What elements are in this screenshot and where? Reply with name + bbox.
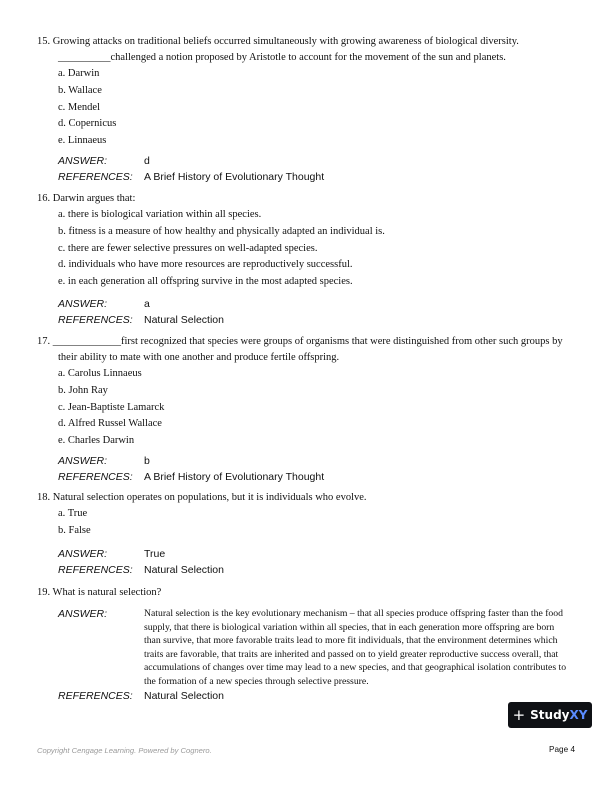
- plus-icon: +: [512, 705, 526, 724]
- question-stem: 19. What is natural selection?: [37, 587, 162, 598]
- option: b. False: [58, 524, 91, 536]
- references-label: REFERENCES:: [58, 563, 133, 576]
- option: d. Copernicus: [58, 118, 117, 130]
- option: c. Jean-Baptiste Lamarck: [58, 401, 165, 413]
- answer-value: Natural selection is the key evolutionary mechanism – that all species produce offspring faster than the food supply, that there is biological variation within all species, that in each generation more offspring are born than survive, that more favorable traits lead to more fit individuals, that the environment determines which traits are favorable, that traits are inherited and passed on to yield greater reproductive success overall, that accumulations of changes over time may lead to a new species, and that geographical isolation contributes to the formation of a new species through selective pressure.: [144, 608, 567, 687]
- option-list: [58, 366, 577, 450]
- option: a. True: [58, 508, 88, 519]
- answer-label: ANSWER:: [58, 608, 108, 620]
- references-value: A Brief History of Evolutionary Thought: [144, 170, 325, 183]
- option: d. Alfred Russel Wallace: [58, 418, 162, 430]
- answer-label: ANSWER:: [58, 548, 108, 560]
- option: e. in each generation all offspring survive in the most adapted species.: [58, 276, 353, 288]
- option-list: [58, 207, 577, 291]
- answer-block-17: [58, 454, 578, 485]
- option: c. Mendel: [58, 101, 100, 113]
- option: b. fitness is a measure of how healthy and physically adapted an individual is.: [58, 225, 385, 237]
- answer-label: ANSWER:: [58, 298, 108, 310]
- answer-block-19: [58, 607, 578, 704]
- page-number: Page 4: [549, 745, 575, 754]
- answer-block-18: [58, 547, 578, 578]
- question-16: [37, 191, 577, 291]
- references-label: REFERENCES:: [58, 470, 133, 483]
- answer-value: True: [144, 548, 166, 560]
- question-19: [37, 585, 577, 601]
- question-18: [37, 490, 577, 540]
- answer-label: ANSWER:: [58, 155, 108, 167]
- option: a. Carolus Linnaeus: [58, 368, 142, 379]
- references-label: REFERENCES:: [58, 170, 133, 183]
- question-stem: 18. Natural selection operates on populations, but it is individuals who evolve.: [37, 492, 367, 503]
- answer-value: d: [144, 155, 150, 167]
- option: c. there are fewer selective pressures on well-adapted species.: [58, 242, 318, 254]
- references-value: Natural Selection: [144, 313, 224, 326]
- references-value: A Brief History of Evolutionary Thought: [144, 470, 325, 483]
- option: b. Wallace: [58, 84, 102, 96]
- references-value: Natural Selection: [144, 563, 224, 576]
- brand-main: Study: [530, 708, 570, 722]
- option: a. there is biological variation within all species.: [58, 209, 262, 220]
- option: e. Charles Darwin: [58, 435, 135, 447]
- question-stem: 15. Growing attacks on traditional beliefs occurred simultaneously with growing awareness of biological diversity. __________challenged a notion proposed by Aristotle to account for the movement of the sun and planets.: [37, 36, 519, 63]
- brand-accent: XY: [569, 708, 588, 722]
- option: b. John Ray: [58, 384, 108, 396]
- option: e. Linnaeus: [58, 135, 107, 147]
- references-label: REFERENCES:: [58, 689, 133, 702]
- answer-label: ANSWER:: [58, 455, 108, 467]
- option: a. Darwin: [58, 68, 100, 79]
- answer-value: a: [144, 298, 150, 310]
- studyxy-badge[interactable]: [508, 702, 592, 728]
- references-value: Natural Selection: [144, 689, 224, 702]
- question-15: [37, 34, 577, 150]
- references-label: REFERENCES:: [58, 313, 133, 326]
- brand-name: [530, 708, 587, 722]
- option-list: [58, 506, 577, 540]
- answer-block-15: [58, 154, 578, 185]
- answer-block-16: [58, 297, 578, 328]
- copyright-footer: Copyright Cengage Learning. Powered by Cognero.: [37, 746, 212, 755]
- question-17: [37, 334, 577, 450]
- question-stem: 16. Darwin argues that:: [37, 193, 136, 204]
- option-list: [58, 66, 577, 150]
- answer-value: b: [144, 455, 150, 467]
- question-stem: 17. _____________first recognized that species were groups of organisms that were distinguished from other such groups by their ability to mate with one another and produce fertile offspring.: [37, 336, 563, 363]
- option: d. individuals who have more resources are reproductively successful.: [58, 259, 353, 271]
